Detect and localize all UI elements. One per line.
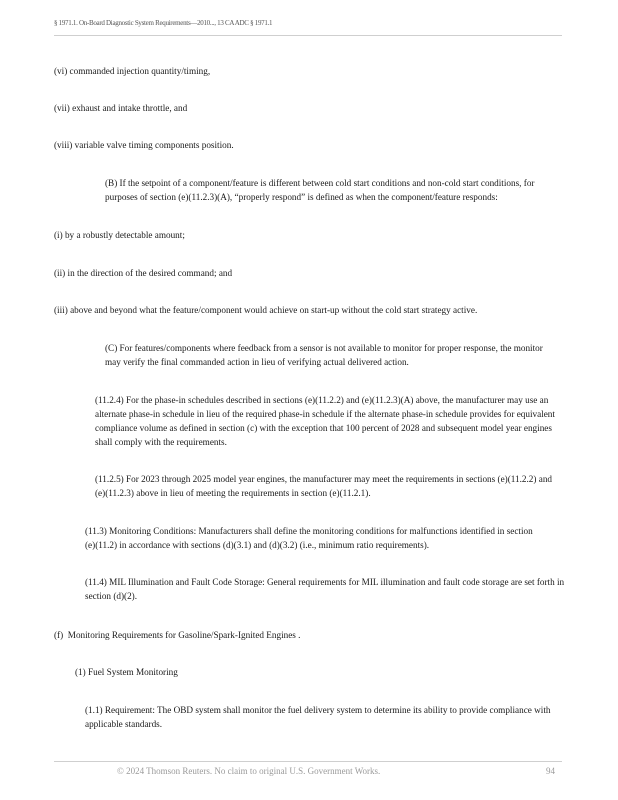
copyright-notice: © 2024 Thomson Reuters. No claim to original U.S. Government Works.	[117, 766, 381, 776]
footer-divider	[54, 761, 562, 762]
paragraph-ii: (ii) in the direction of the desired command; and	[54, 268, 233, 278]
paragraph-11-2-4: (11.2.4) For the phase-in schedules described in sections (e)(11.2.2) and (e)(11.2.3)(A) above, the manufacturer may use an alternate phase-in schedule in lieu of the required phase-in schedule if the alternate phase-in schedule provides for equivalent compliance volume as defined in section (c) with the exception that 100 percent of 2028 and subsequent model year engines shall comply with the requirements.	[95, 395, 555, 447]
paragraph-i: (i) by a robustly detectable amount;	[54, 230, 185, 240]
paragraph-11-4: (11.4) MIL Illumination and Fault Code Storage: General requirements for MIL illumination and fault code storage are set forth in section (d)(2).	[85, 577, 565, 601]
paragraph-11-2-5: (11.2.5) For 2023 through 2025 model year engines, the manufacturer may meet the requirements in sections (e)(11.2.2) and (e)(11.2.3) above in lieu of meeting the requirements in section (e)(11.2.1).	[95, 474, 553, 498]
page-header: § 1971.1. On-Board Diagnostic System Requirements—2010..., 13 CA ADC § 1971.1	[54, 19, 273, 27]
header-divider	[54, 35, 562, 36]
paragraph-iii: (iii) above and beyond what the feature/component would achieve on start-up without the cold start strategy active.	[54, 305, 478, 315]
paragraph-c: (C) For features/components where feedback from a sensor is not available to monitor for proper response, the monitor may verify the final commanded action in lieu of verifying actual delivered action.	[105, 343, 543, 367]
paragraph-b: (B) If the setpoint of a component/feature is different between cold start conditions and non-cold start conditions, for purposes of section (e)(11.2.3)(A), “properly respond” is defined as when the component/feature responds:	[105, 178, 535, 202]
paragraph-vii: (vii) exhaust and intake throttle, and	[54, 103, 188, 113]
paragraph-1-1: (1.1) Requirement: The OBD system shall monitor the fuel delivery system to determine its ability to provide compliance with applicable standards.	[85, 705, 551, 729]
paragraph-11-3: (11.3) Monitoring Conditions: Manufacturers shall define the monitoring conditions for malfunctions identified in section (e)(11.2) in accordance with sections (d)(3.1) and (d)(3.2) (i.e., minimum ratio requirements).	[85, 526, 533, 550]
paragraph-1: (1) Fuel System Monitoring	[75, 667, 178, 677]
paragraph-viii: (viii) variable valve timing components position.	[54, 140, 234, 150]
paragraph-vi: (vi) commanded injection quantity/timing,	[54, 66, 211, 76]
paragraph-f: (f) Monitoring Requirements for Gasoline/Spark-Ignited Engines .	[54, 630, 301, 640]
page-number: 94	[546, 766, 555, 776]
